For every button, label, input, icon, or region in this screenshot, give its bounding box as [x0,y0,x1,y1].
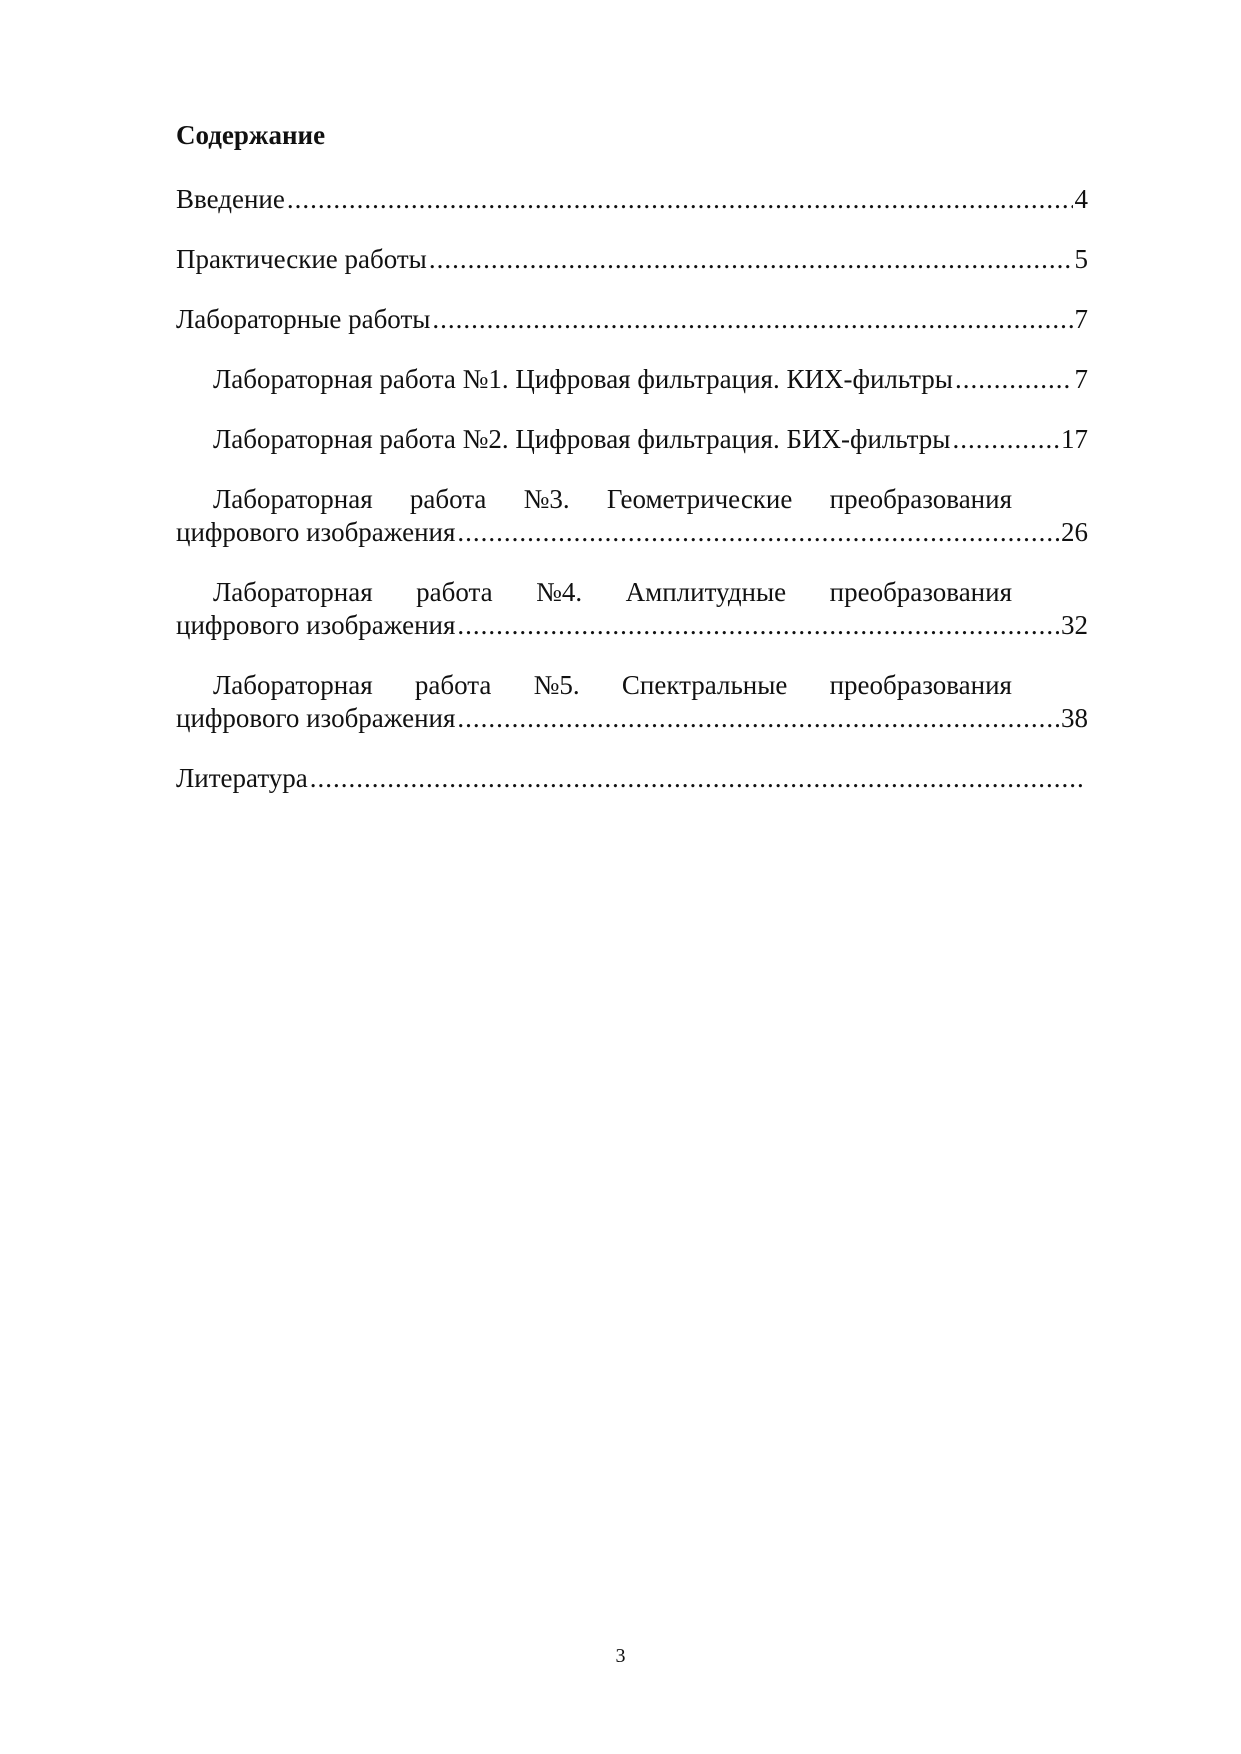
toc-entry-introduction[interactable] [176,183,1088,216]
toc-entry-lab-4[interactable] [176,576,1088,642]
dot-leader [432,303,1072,336]
toc-entry-first-line [176,483,1088,516]
toc-word: №5. [533,670,580,700]
toc-entry-page: 5 [1074,244,1088,274]
toc-entry-page: 17 [1061,424,1088,454]
toc-entry-lab-2[interactable] [176,423,1088,456]
table-of-contents [176,183,1088,795]
toc-entry-continuation: цифрового изображения [176,703,456,733]
dot-leader [457,702,1059,735]
toc-entry-label: Практические работы [176,244,427,274]
toc-entry-label: Лабораторные работы [176,304,431,334]
toc-word: Геометрические [606,484,793,514]
toc-word: преобразования [829,484,1012,514]
toc-entry-lab-3[interactable] [176,483,1088,549]
toc-entry-practical-works[interactable] [176,243,1088,276]
toc-entry-lab-works[interactable] [176,303,1088,336]
toc-word: преобразования [829,670,1012,700]
toc-entry-first-line [176,576,1088,609]
toc-entry-page: 7 [1074,364,1088,394]
dot-leader [287,183,1073,216]
toc-entry-label: Введение [176,184,285,214]
dot-leader [429,243,1073,276]
dot-leader [310,762,1086,795]
toc-entry-first-line [176,669,1088,702]
toc-entry-second-line [176,609,1088,642]
toc-word: работа [416,577,493,607]
toc-word: Лабораторная [213,577,373,607]
toc-word: Лабораторная [213,670,373,700]
toc-word: №3. [523,484,570,514]
toc-entry-second-line [176,516,1088,549]
toc-entry-lab-1[interactable] [176,363,1088,396]
toc-word: работа [414,670,492,700]
toc-word: Спектральные [621,670,788,700]
toc-entry-label: Лабораторная работа №2. Цифровая фильтрация. БИХ-фильтры [213,424,951,454]
toc-word: преобразования [829,577,1012,607]
toc-entry-continuation: цифрового изображения [176,517,456,547]
toc-entry-page: 26 [1061,517,1088,547]
toc-entry-label: Литература [176,763,308,793]
toc-entry-page: 38 [1061,703,1088,733]
toc-word: Амплитудные [625,577,787,607]
toc-word: работа [409,484,487,514]
toc-entry-lab-5[interactable] [176,669,1088,735]
dot-leader [952,423,1059,456]
dot-leader [457,609,1059,642]
dot-leader [955,363,1073,396]
toc-entry-literature[interactable] [176,762,1088,795]
dot-leader [457,516,1059,549]
toc-word: №4. [536,577,583,607]
toc-title: Содержание [176,120,326,150]
page-number: 3 [615,1645,626,1667]
toc-word: Лабораторная [213,484,373,514]
toc-entry-page: 32 [1061,610,1088,640]
toc-entry-page: 4 [1074,184,1088,214]
toc-entry-page: 7 [1074,304,1088,334]
toc-entry-continuation: цифрового изображения [176,610,456,640]
toc-entry-second-line [176,702,1088,735]
toc-entry-label: Лабораторная работа №1. Цифровая фильтрация. КИХ-фильтры [213,364,953,394]
